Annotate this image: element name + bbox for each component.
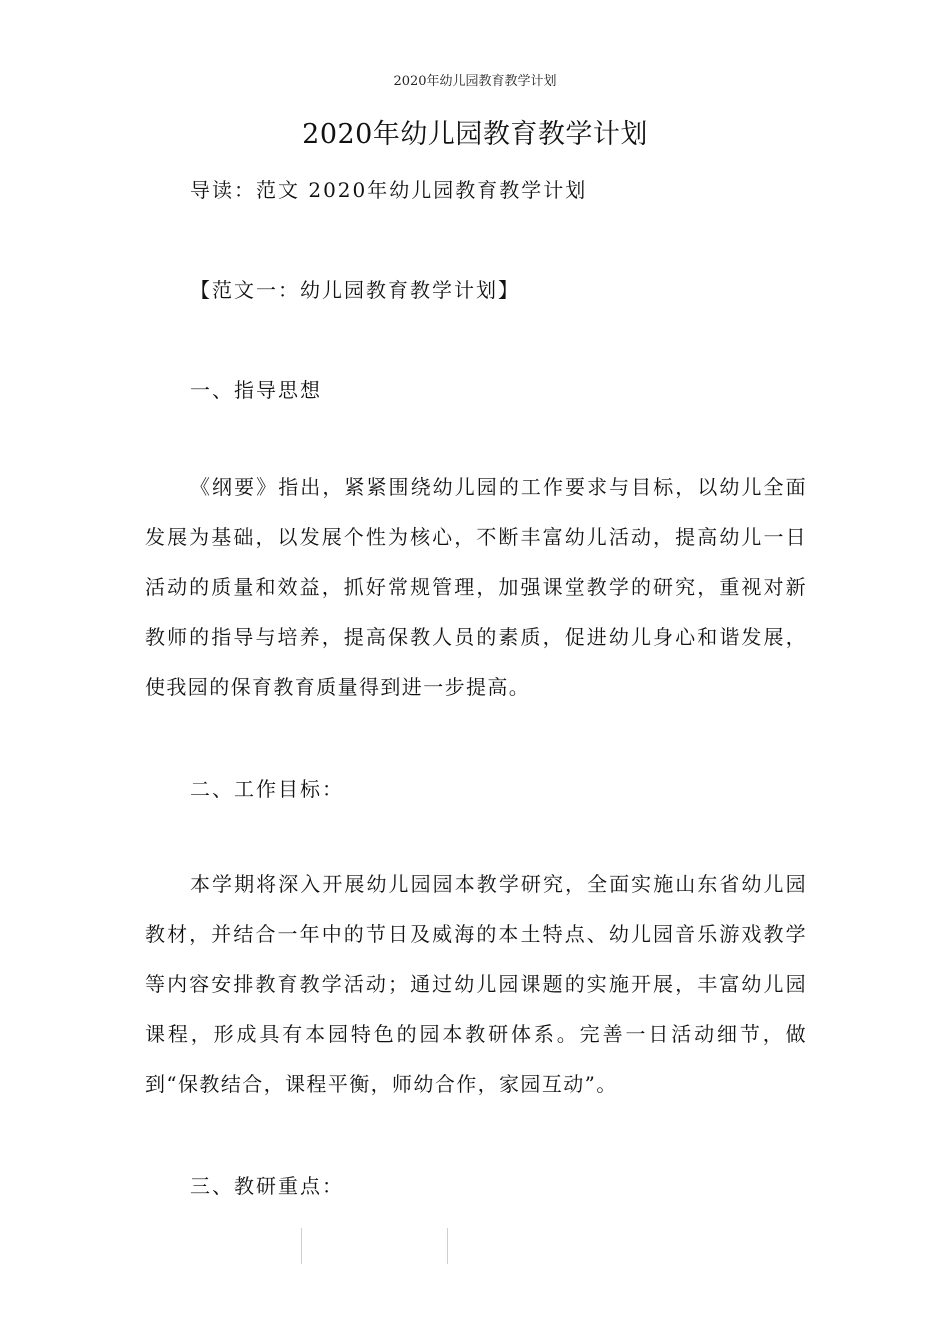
document-title: 2020年幼儿园教育教学计划 (302, 119, 648, 150)
section-heading-3: 三、教研重点： (190, 1174, 344, 1198)
sample-heading: 【范文一：幼儿园教育教学计划】 (190, 278, 520, 302)
section-body-1: 《纲要》指出，紧紧围绕幼儿园的工作要求与目标，以幼儿全面发展为基础，以发展个性为核心，不断丰富幼儿活动，提高幼儿一日活动的质量和效益，抓好常规管理，加强课堂教学的研究，重视对新教师的指导与培养，提高保教人员的素质，促进幼儿身心和谐发展，使我园的保育教育质量得到进一步提高。 (145, 475, 807, 699)
table-rule-right (447, 1228, 448, 1264)
intro-line: 导读：范文 2020年幼儿园教育教学计划 (190, 178, 588, 202)
section-body-2: 本学期将深入开展幼儿园园本教学研究，全面实施山东省幼儿园教材，并结合一年中的节日及威海的本土特点、幼儿园音乐游戏教学等内容安排教育教学活动；通过幼儿园课题的实施开展，丰富幼儿园课程，形成具有本园特色的园本教研体系。完善一日活动细节，做到“保教结合，课程平衡，师幼合作，家园互动”。 (145, 872, 807, 1096)
section-heading-2: 二、工作目标： (190, 777, 344, 801)
table-rule-left (301, 1228, 302, 1264)
section-heading-1: 一、指导思想 (190, 378, 322, 402)
running-header: 2020年幼儿园教育教学计划 (393, 74, 557, 89)
